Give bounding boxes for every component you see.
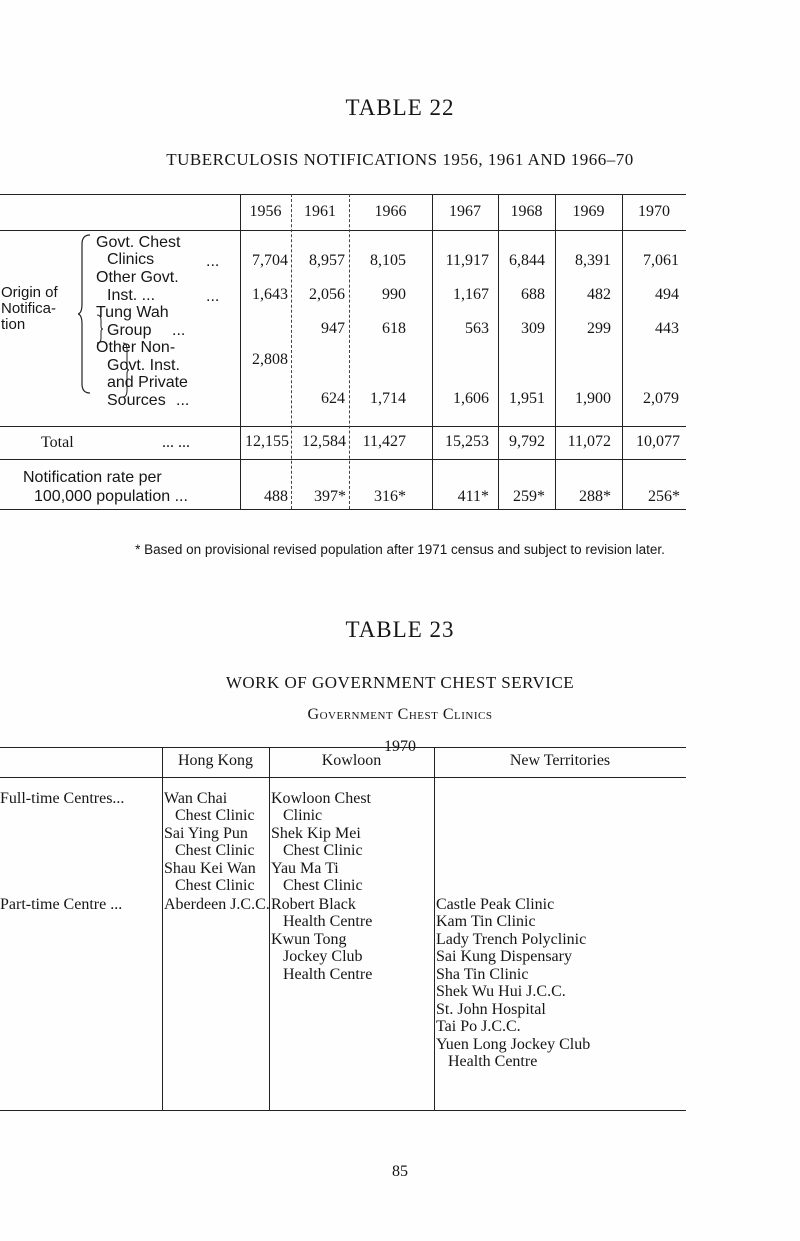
full-time-label: Full-time Centres... (0, 790, 125, 807)
left-brace-icon (78, 234, 92, 394)
table22-col-divider (555, 194, 556, 509)
row-dots: ... (176, 392, 190, 409)
clinic-name: Shek Wu Hui J.C.C. (436, 983, 566, 1000)
origin-label-line: Notifica- (1, 300, 57, 317)
table22-cell: 299 (587, 320, 611, 337)
table22-header-year: 1966 (374, 203, 407, 220)
row-label: Sources (107, 392, 166, 409)
table22-col-divider (622, 194, 623, 509)
row-label: and Private (107, 374, 188, 391)
table22-cell: 1,951 (509, 390, 545, 407)
table22-total-cell: 15,253 (445, 433, 489, 450)
table22-cell: 618 (382, 320, 406, 337)
row-dots: ... (172, 322, 186, 339)
table23-subtitle: WORK OF GOVERNMENT CHEST SERVICE (225, 673, 575, 692)
clinic-name: Chest Clinic (283, 842, 363, 859)
clinic-name: Chest Clinic (283, 877, 363, 894)
table22-total-rule-top (0, 426, 686, 427)
table22-cell: 563 (465, 320, 489, 337)
table22-rate-cell: 288* (579, 488, 611, 505)
clinic-name: St. John Hospital (436, 1001, 546, 1018)
table22-cell: 2,056 (309, 286, 345, 303)
table22-total-cell: 12,155 (245, 433, 289, 450)
table23-col-divider (162, 747, 163, 1110)
table22-cell: 6,844 (509, 252, 545, 269)
clinic-name: Chest Clinic (175, 842, 255, 859)
table23-subtitle2: Government Chest Clinics (307, 706, 493, 723)
table22-subtitle: TUBERCULOSIS NOTIFICATIONS 1956, 1961 AND 1966–70 (166, 150, 634, 169)
table22-cell: 1,167 (453, 286, 489, 303)
clinic-name: Wan Chai (164, 790, 228, 807)
part-time-label: Part-time Centre ... (0, 896, 123, 913)
row-dots: ... (206, 253, 220, 270)
table23-header: Hong Kong (177, 752, 254, 769)
clinic-name: Robert Black (271, 896, 356, 913)
table23-bottom-rule (0, 1110, 686, 1111)
table22-rate-cell: 411* (457, 488, 489, 505)
clinic-name: Health Centre (283, 913, 373, 930)
clinic-name: Chest Clinic (175, 877, 255, 894)
table22-rate-cell: 316* (374, 488, 406, 505)
clinic-name: Chest Clinic (175, 807, 255, 824)
table22-total-cell: 10,077 (636, 433, 680, 450)
table22-cell: 8,105 (370, 252, 406, 269)
table22-cell: 7,704 (252, 252, 288, 269)
table23-col-divider (434, 747, 435, 1110)
table22-total-rule-bottom (0, 459, 686, 460)
table23-col-divider (269, 747, 270, 1110)
row-label: Govt. Inst. (107, 357, 180, 374)
table22-rate-cell: 259* (513, 488, 545, 505)
clinic-name: Clinic (283, 807, 323, 824)
table22-bottom-rule (0, 509, 686, 510)
row-label: Tung Wah (96, 304, 169, 321)
clinic-name: Sha Tin Clinic (436, 966, 529, 983)
row-label: Inst. ... (107, 287, 156, 304)
table22-header-rule (0, 230, 686, 231)
clinic-name: Health Centre (283, 966, 373, 983)
table22-col-divider (349, 194, 350, 509)
table23-header: New Territories (509, 752, 611, 769)
page-number: 85 (392, 1163, 408, 1180)
table22-cell: 8,957 (309, 252, 345, 269)
rate-label: 100,000 population ... (34, 488, 188, 505)
table22-title: TABLE 22 (345, 95, 455, 120)
table22-col-divider (432, 194, 433, 509)
origin-label-line: tion (1, 316, 26, 333)
table22-cell: 482 (587, 286, 611, 303)
table22-col-divider (498, 194, 499, 509)
table22-rate-cell: 256* (648, 488, 680, 505)
clinic-name: Shek Kip Mei (271, 825, 361, 842)
origin-label-line: Origin of (1, 284, 58, 301)
row-label: Govt. Chest (96, 234, 181, 251)
table22-cell: 1,900 (575, 390, 611, 407)
clinic-name: Aberdeen J.C.C. (164, 896, 270, 913)
table22-cell-merged: 2,808 (252, 351, 288, 368)
table22-header-year: 1968 (510, 203, 543, 220)
table22-cell: 688 (521, 286, 545, 303)
table22-header-year: 1967 (449, 203, 481, 220)
table22-cell: 8,391 (575, 252, 611, 269)
table22-cell: 1,714 (370, 390, 406, 407)
clinic-name: Castle Peak Clinic (436, 896, 555, 913)
table22-header-year: 1970 (638, 203, 670, 220)
table22-total-cell: 11,427 (362, 433, 406, 450)
clinic-name: Jockey Club (283, 948, 363, 965)
clinic-name: Health Centre (448, 1053, 538, 1070)
table23-year: 1970 (384, 738, 416, 755)
table22-cell: 11,917 (445, 252, 489, 269)
clinic-name: Shau Kei Wan (164, 860, 256, 877)
table22-header-year: 1956 (249, 203, 282, 220)
table23-top-rule (0, 747, 686, 748)
footnote: * Based on provisional revised population after 1971 census and subject to revision later. (135, 542, 665, 557)
clinic-name: Kowloon Chest (271, 790, 371, 807)
table22-total-cell: 12,584 (302, 433, 346, 450)
clinic-name: Kwun Tong (271, 931, 347, 948)
table23-header: Kowloon (321, 752, 382, 769)
table23-header-rule (0, 777, 686, 778)
table23-title: TABLE 23 (345, 617, 455, 642)
table22-cell: 494 (655, 286, 679, 303)
table22-header-year: 1961 (304, 203, 336, 220)
table22-total-cell: 11,072 (567, 433, 611, 450)
table22-header-year: 1969 (572, 203, 605, 220)
table22-cell: 947 (321, 320, 345, 337)
clinic-name: Yau Ma Ti (271, 860, 339, 877)
total-label: Total (41, 434, 74, 451)
total-dots: ... ... (162, 434, 190, 451)
table22-total-cell: 9,792 (509, 433, 545, 450)
table22-rate-cell: 397* (314, 488, 346, 505)
table22-cell: 2,079 (643, 390, 679, 407)
row-label: Other Non- (96, 339, 176, 356)
clinic-name: Sai Kung Dispensary (436, 948, 572, 965)
table22-rate-cell: 488 (264, 488, 288, 505)
row-dots: ... (206, 288, 220, 305)
table22-cell: 1,606 (453, 390, 489, 407)
rate-label: Notification rate per (23, 469, 162, 486)
clinic-name: Kam Tin Clinic (436, 913, 536, 930)
row-label: Group (107, 322, 152, 339)
clinic-name: Sai Ying Pun (164, 825, 248, 842)
table22-cell: 624 (321, 390, 345, 407)
clinic-name: Yuen Long Jockey Club (436, 1036, 591, 1053)
table22-cell: 7,061 (643, 252, 679, 269)
table22-cell: 1,643 (252, 286, 288, 303)
table22-top-rule (0, 194, 686, 195)
clinic-name: Tai Po J.C.C. (436, 1018, 521, 1035)
table22-cell: 443 (655, 320, 679, 337)
table22-cell: 309 (521, 320, 545, 337)
row-label: Clinics (107, 251, 155, 268)
row-label: Other Govt. (96, 269, 179, 286)
table22-cell: 990 (382, 286, 406, 303)
table22-col-divider (291, 194, 292, 509)
clinic-name: Lady Trench Polyclinic (436, 931, 587, 948)
